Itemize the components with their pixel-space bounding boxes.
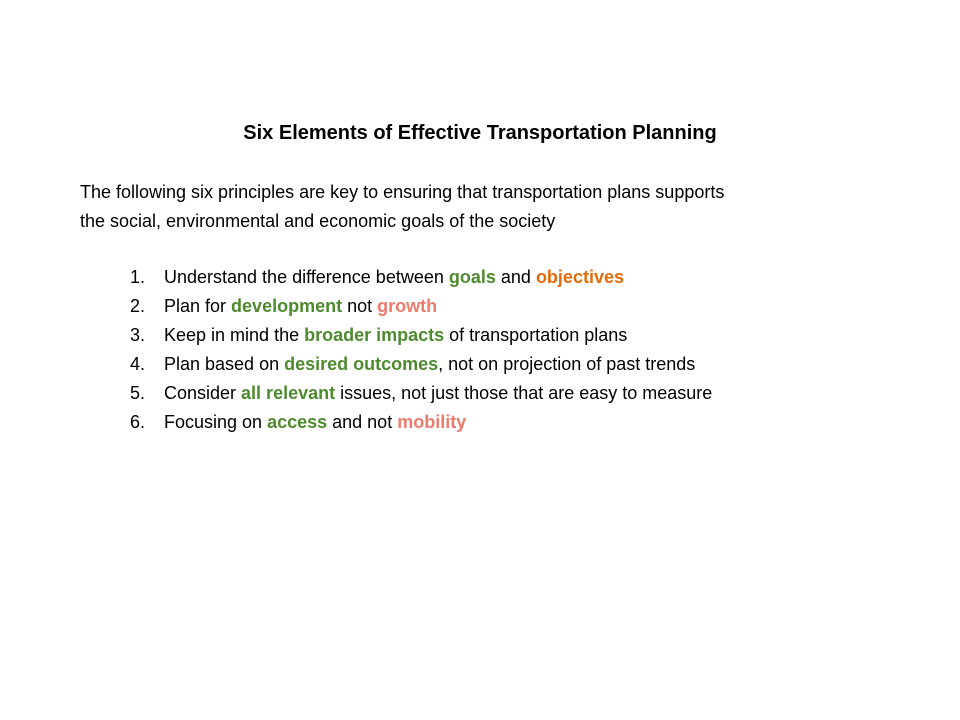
intro-line-2: the social, environmental and economic goals of the society <box>80 211 556 231</box>
intro-line-1: The following six principles are key to ensuring that transportation plans supports <box>80 182 725 202</box>
list-item-5 <box>130 379 910 408</box>
item-text: of transportation plans <box>444 325 628 345</box>
item-text: issues, not just those that are easy to measure <box>335 383 713 403</box>
item-text: Consider <box>164 383 242 403</box>
principles-list <box>130 263 910 437</box>
item-number: 1. <box>130 267 146 287</box>
highlight-objectives: objectives <box>535 267 624 287</box>
highlight-all-relevant: all relevant <box>241 383 336 403</box>
list-item-3 <box>130 321 910 350</box>
item-text: Understand the difference between <box>164 267 449 287</box>
list-item-6 <box>130 408 910 437</box>
highlight-access: access <box>267 412 328 432</box>
list-item-2 <box>130 292 910 321</box>
item-text: Focusing on <box>164 412 268 432</box>
item-number: 5. <box>130 383 146 403</box>
item-text: not <box>342 296 378 316</box>
item-number: 4. <box>130 354 146 374</box>
slide-title: Six Elements of Effective Transportation Planning <box>243 122 717 144</box>
item-text: and not <box>327 412 398 432</box>
highlight-development: development <box>231 296 343 316</box>
highlight-mobility: mobility <box>397 412 467 432</box>
list-item-1 <box>130 263 910 292</box>
item-number: 2. <box>130 296 146 316</box>
item-text: Plan for <box>164 296 232 316</box>
item-text: Plan based on <box>164 354 285 374</box>
highlight-desired-outcomes: desired outcomes <box>284 354 439 374</box>
item-number: 6. <box>130 412 146 432</box>
list-item-4 <box>130 350 910 379</box>
highlight-broader-impacts: broader impacts <box>304 325 445 345</box>
intro-paragraph <box>80 178 900 236</box>
item-text: , not on projection of past trends <box>438 354 696 374</box>
highlight-growth: growth <box>377 296 438 316</box>
highlight-goals: goals <box>448 267 496 287</box>
item-text: Keep in mind the <box>164 325 305 345</box>
item-number: 3. <box>130 325 146 345</box>
item-text: and <box>495 267 536 287</box>
